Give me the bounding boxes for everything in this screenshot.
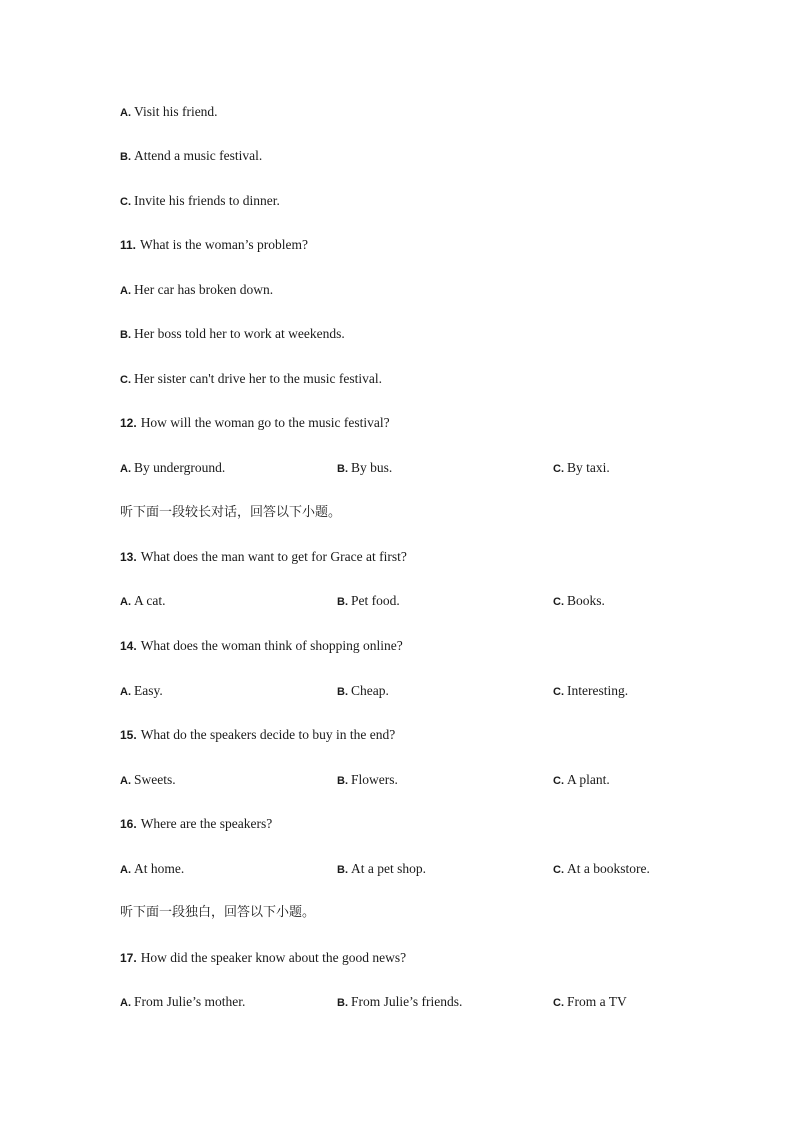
option-text: At a pet shop. (351, 861, 426, 876)
option-label: A. (120, 686, 131, 698)
option-label: C. (553, 596, 564, 608)
q13-options (120, 592, 760, 610)
option-text: Her boss told her to work at weekends. (134, 326, 345, 341)
option-text: Pet food. (351, 593, 400, 608)
option-text: At a bookstore. (567, 861, 650, 876)
option-text: Easy. (134, 683, 163, 698)
q14-options (120, 682, 760, 700)
q14-option-b (337, 682, 389, 701)
option-text: Flowers. (351, 772, 398, 787)
question-17 (120, 949, 406, 967)
q15-option-c (553, 771, 610, 790)
question-number: 17. (120, 951, 137, 965)
option-label: C. (553, 997, 564, 1009)
option-label: A. (120, 997, 131, 1009)
option-label: C. (553, 463, 564, 475)
question-13 (120, 548, 407, 566)
q11-option-a (120, 281, 273, 300)
section-instruction-monologue: 听下面一段独白，回答以下小题。 (120, 905, 316, 920)
question-15 (120, 726, 395, 744)
option-label: B. (337, 997, 348, 1009)
q17-option-b (337, 993, 462, 1012)
question-text: What does the woman think of shopping online? (140, 638, 403, 653)
question-16 (120, 815, 272, 833)
q14-option-a (120, 682, 163, 701)
question-number: 12. (120, 416, 137, 430)
q13-option-c (553, 592, 605, 611)
q16-option-c (553, 860, 650, 879)
q13-option-a (120, 592, 166, 611)
option-label: C. (120, 196, 131, 208)
option-label: B. (120, 329, 131, 341)
option-text: Invite his friends to dinner. (134, 193, 280, 208)
option-label: B. (337, 864, 348, 876)
option-text: From a TV (567, 994, 627, 1009)
option-text: Cheap. (351, 683, 389, 698)
option-a (120, 103, 218, 122)
question-text: What does the man want to get for Grace at first? (140, 549, 407, 564)
q14-option-c (553, 682, 628, 701)
option-label: B. (337, 686, 348, 698)
option-text: Her car has broken down. (134, 282, 274, 297)
q13-option-b (337, 592, 400, 611)
q17-option-c (553, 993, 627, 1012)
option-label: A. (120, 596, 131, 608)
question-text: How did the speaker know about the good news? (140, 950, 407, 965)
option-text: By taxi. (567, 460, 610, 475)
q16-option-b (337, 860, 426, 879)
option-text: By underground. (134, 460, 226, 475)
question-text: How will the woman go to the music festival? (140, 415, 390, 430)
option-c (120, 192, 280, 211)
q12-option-a (120, 459, 225, 478)
option-text: Books. (567, 593, 605, 608)
option-text: Interesting. (567, 683, 629, 698)
option-label: C. (553, 686, 564, 698)
question-number: 13. (120, 550, 137, 564)
option-text: By bus. (351, 460, 393, 475)
option-text: A cat. (134, 593, 166, 608)
q17-option-a (120, 993, 245, 1012)
question-number: 16. (120, 817, 137, 831)
option-label: B. (120, 151, 131, 163)
option-text: At home. (134, 861, 185, 876)
q11-option-b (120, 325, 345, 344)
q15-options (120, 771, 760, 789)
question-11 (120, 236, 308, 254)
question-12 (120, 414, 390, 432)
option-text: Her sister can't drive her to the music festival. (134, 371, 382, 386)
option-text: Sweets. (134, 772, 176, 787)
question-number: 11. (120, 238, 137, 252)
option-label: A. (120, 463, 131, 475)
section-instruction-dialogue: 听下面一段较长对话，回答以下小题。 (120, 505, 342, 520)
option-label: B. (337, 463, 348, 475)
option-text: Visit his friend. (134, 104, 218, 119)
q15-option-a (120, 771, 176, 790)
option-label: A. (120, 107, 131, 119)
q12-option-c (553, 459, 610, 478)
question-text: Where are the speakers? (140, 816, 273, 831)
q16-options (120, 860, 760, 878)
q17-options (120, 993, 760, 1011)
option-label: C. (553, 775, 564, 787)
option-label: A. (120, 775, 131, 787)
q16-option-a (120, 860, 184, 879)
option-text: Attend a music festival. (134, 148, 263, 163)
option-text: From Julie’s friends. (351, 994, 463, 1009)
question-number: 14. (120, 639, 137, 653)
question-text: What do the speakers decide to buy in the end? (140, 727, 396, 742)
option-label: A. (120, 864, 131, 876)
question-14 (120, 637, 403, 655)
q12-options (120, 459, 760, 477)
option-b (120, 147, 262, 166)
question-number: 15. (120, 728, 137, 742)
option-label: A. (120, 285, 131, 297)
option-text: From Julie’s mother. (134, 994, 246, 1009)
q11-option-c (120, 370, 382, 389)
q12-option-b (337, 459, 392, 478)
option-label: C. (120, 374, 131, 386)
question-text: What is the woman’s problem? (140, 237, 308, 252)
option-label: B. (337, 775, 348, 787)
option-label: C. (553, 864, 564, 876)
option-text: A plant. (567, 772, 610, 787)
option-label: B. (337, 596, 348, 608)
q15-option-b (337, 771, 398, 790)
